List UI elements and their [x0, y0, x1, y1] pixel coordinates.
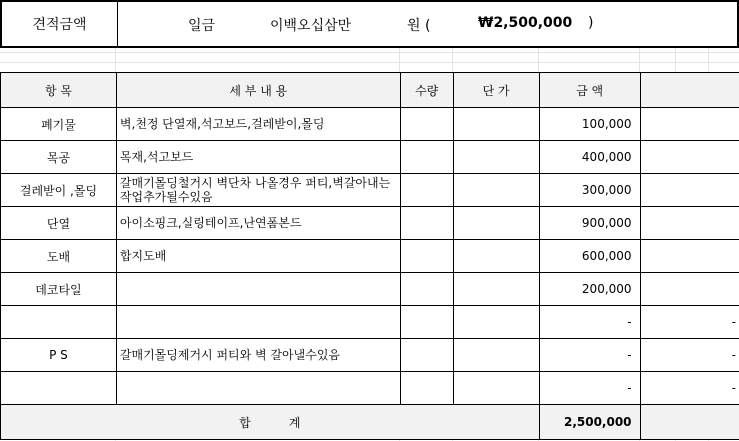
cell-item[interactable]: 데코타일: [1, 273, 117, 306]
header-blank: [640, 73, 739, 108]
header-detail: 세 부 내 용: [116, 73, 400, 108]
table-row: [1, 141, 739, 174]
cell-item[interactable]: 단열: [1, 207, 117, 240]
total-amount[interactable]: 2,500,000: [539, 405, 640, 440]
table-row: [1, 372, 739, 405]
estimate-korean-amount: 이백오십삼만: [270, 18, 352, 34]
estimate-amount-box: [0, 0, 739, 48]
cell-detail[interactable]: [116, 306, 400, 339]
table-row: [1, 207, 739, 240]
cell-qty[interactable]: [400, 141, 453, 174]
header-qty: 수량: [400, 73, 453, 108]
cell-extra[interactable]: [640, 174, 739, 207]
cell-amount[interactable]: 400,000: [539, 141, 640, 174]
cell-unit-price[interactable]: [453, 174, 539, 207]
cell-amount[interactable]: 100,000: [539, 108, 640, 141]
cell-unit-price[interactable]: [453, 306, 539, 339]
cell-detail[interactable]: 목재,석고보드: [116, 141, 400, 174]
cell-detail[interactable]: 합지도배: [116, 240, 400, 273]
cell-amount[interactable]: 900,000: [539, 207, 640, 240]
total-label: 합 계: [1, 405, 540, 440]
table-header-row: [1, 73, 739, 108]
grid-line: [0, 52, 739, 53]
cell-unit-price[interactable]: [453, 372, 539, 405]
quote-table: [0, 72, 739, 440]
header-unit-price: 단 가: [453, 73, 539, 108]
header-item: 항 목: [1, 73, 117, 108]
cell-item[interactable]: 도배: [1, 240, 117, 273]
cell-amount[interactable]: -: [539, 306, 640, 339]
cell-extra[interactable]: -: [640, 306, 739, 339]
cell-amount[interactable]: 200,000: [539, 273, 640, 306]
table-row: [1, 174, 739, 207]
table-row: [1, 339, 739, 372]
cell-unit-price[interactable]: [453, 207, 539, 240]
cell-unit-price[interactable]: [453, 108, 539, 141]
cell-qty[interactable]: [400, 174, 453, 207]
total-row: [1, 405, 739, 440]
cell-extra[interactable]: -: [640, 339, 739, 372]
cell-qty[interactable]: [400, 240, 453, 273]
cell-qty[interactable]: [400, 372, 453, 405]
cell-amount[interactable]: 600,000: [539, 240, 640, 273]
cell-item[interactable]: [1, 306, 117, 339]
cell-qty[interactable]: [400, 273, 453, 306]
cell-item[interactable]: P S: [1, 339, 117, 372]
cell-item[interactable]: 폐기물: [1, 108, 117, 141]
cell-amount[interactable]: 300,000: [539, 174, 640, 207]
estimate-paren-close: ): [588, 15, 594, 31]
cell-detail[interactable]: 갈매기몰딩철거시 벽단차 나올경우 퍼티,벽갈아내는 작업추가될수있음: [116, 174, 400, 207]
cell-qty[interactable]: [400, 108, 453, 141]
cell-detail[interactable]: [116, 372, 400, 405]
cell-unit-price[interactable]: [453, 240, 539, 273]
cell-detail[interactable]: 아이소핑크,실링테이프,난연폼본드: [116, 207, 400, 240]
cell-detail[interactable]: 벽,천정 단열재,석고보드,걸레받이,몰딩: [116, 108, 400, 141]
cell-extra[interactable]: [640, 207, 739, 240]
estimate-amount: ₩2,500,000: [478, 15, 573, 31]
cell-extra[interactable]: [640, 240, 739, 273]
estimate-prefix: 일금: [188, 18, 216, 34]
grid-line: [0, 62, 739, 63]
cell-amount[interactable]: -: [539, 372, 640, 405]
cell-extra[interactable]: [640, 141, 739, 174]
cell-unit-price[interactable]: [453, 339, 539, 372]
cell-amount[interactable]: -: [539, 339, 640, 372]
table-row: [1, 108, 739, 141]
table-row: [1, 240, 739, 273]
cell-extra[interactable]: [640, 273, 739, 306]
cell-qty[interactable]: [400, 207, 453, 240]
cell-unit-price[interactable]: [453, 141, 539, 174]
cell-unit-price[interactable]: [453, 273, 539, 306]
total-extra[interactable]: [640, 405, 739, 440]
table-row: [1, 273, 739, 306]
cell-detail[interactable]: 갈매기몰딩제거시 퍼티와 벽 갈아낼수있음: [116, 339, 400, 372]
table-row: [1, 306, 739, 339]
cell-item[interactable]: [1, 372, 117, 405]
cell-qty[interactable]: [400, 306, 453, 339]
header-amount: 금 액: [539, 73, 640, 108]
cell-item[interactable]: 걸레받이 ,몰딩: [1, 174, 117, 207]
cell-item[interactable]: 목공: [1, 141, 117, 174]
cell-detail[interactable]: [116, 273, 400, 306]
estimate-won: 원 (: [407, 18, 431, 34]
cell-extra[interactable]: -: [640, 372, 739, 405]
cell-qty[interactable]: [400, 339, 453, 372]
estimate-label: 견적금액: [2, 2, 118, 46]
cell-extra[interactable]: [640, 108, 739, 141]
